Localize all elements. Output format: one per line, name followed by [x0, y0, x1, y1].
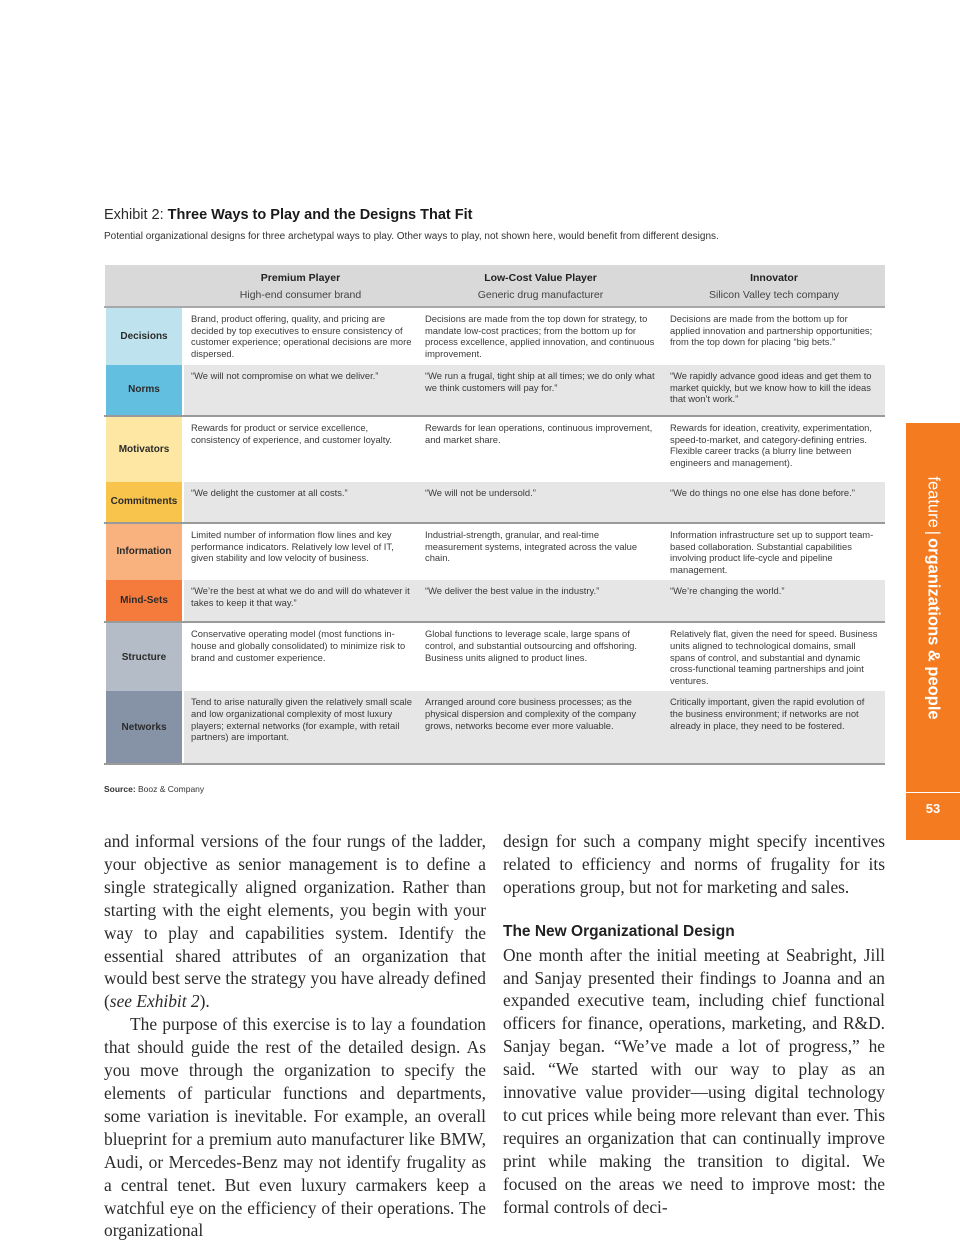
table-cell: “We’re the best at what we do and will do whatever it takes to keep it that way.” [183, 580, 418, 622]
table-cell: “We will not be undersold.” [418, 482, 663, 523]
table-cell: “We will not compromise on what we deliver.” [183, 365, 418, 416]
exhibit-header [104, 206, 884, 243]
source-label: Source: [104, 784, 136, 794]
table-row-mind-sets [105, 580, 885, 622]
column-header-low-cost: Low-Cost Value Player Generic drug manufacturer [418, 265, 663, 307]
column-header-innovator: Innovator Silicon Valley tech company [663, 265, 885, 307]
table-row-information [105, 523, 885, 580]
row-label-motivators: Motivators [105, 416, 183, 482]
section-separator: | [924, 530, 943, 536]
table-cell: Critically important, given the rapid evolution of the business environment; if networks are not already in place, they need to be fostered. [663, 691, 885, 764]
body-paragraph: One month after the initial meeting at Seabright, Jill and Sanjay presented their findings to Joanna and an expanded executive team, including chief functional officers for finance, operations, marketing, and R&D. Sanjay began. “We’ve made a lot of progress,” he said. “We started with our way to play as an innovative value provider—using digital technology to cut prices while being more relevant than ever. This requires an organization that can continually improve print while making the transition to digital. We focused on the areas we need to improve most: the formal controls of deci- [503, 944, 885, 1217]
table-cell: Decisions are made from the bottom up for applied innovation and partnership opportunities; from the top down for placing “big bets.” [670, 313, 873, 348]
body-column-left [104, 830, 486, 1242]
body-paragraph: The purpose of this exercise is to lay a foundation that should guide the rest of the detailed design. As you move through the organization to specify the elements of particular functions and departments, some variation is inevitable. For example, an overall blueprint for a premium auto manufacturer like BMW, Audi, or Mercedes-Benz may not identify frugality as a central tenet. But even luxury carmakers keep a watchful eye on the efficiency of their operations. The organizational [104, 1014, 486, 1241]
exhibit-subtitle: Potential organizational designs for three archetypal ways to play. Other ways to play, not shown here, would benefit from different designs. [104, 231, 719, 242]
table-cell: “We rapidly advance good ideas and get them to market quickly, but we know how to kill the ideas that won’t work.” [663, 365, 885, 416]
body-column-right [503, 830, 885, 1219]
row-label-structure: Structure [105, 622, 183, 691]
table-cell: Conservative operating model (most functions in-house and globally consolidated) to minimize risk to brand and customer experience. [191, 628, 406, 663]
table-row-decisions [105, 307, 885, 365]
table-cell: Arranged around core business processes; as the physical dispersion and complexity of the company grows, networks become ever more valuable. [418, 691, 663, 764]
row-label-commitments: Commitments [105, 482, 183, 523]
body-paragraph: design for such a company might specify incentives related to efficiency and norms of frugality for its operations group, but not for marketing and sales. [503, 831, 885, 897]
table-row-structure [105, 622, 885, 691]
side-tab-divider [906, 792, 960, 793]
table-cell: Decisions are made from the top down for strategy, to mandate low-cost practices; from the bottom up for process excellence, applied innovation, and continuous improvement. [425, 313, 655, 359]
table-cell: “We do things no one else has done before.” [663, 482, 885, 523]
section-topic: organizations & people [924, 538, 943, 720]
table-header-row [105, 265, 885, 307]
section-heading: The New Organizational Design [503, 922, 735, 940]
row-label-norms: Norms [105, 365, 183, 416]
exhibit-title-text: Three Ways to Play and the Designs That Fit [167, 207, 473, 223]
exhibit-title [104, 206, 884, 224]
section-tab-label [924, 476, 943, 719]
exhibit-source [104, 784, 204, 794]
row-label-information: Information [105, 523, 183, 580]
table-cell: Limited number of information flow lines and key performance indicators. Relatively low level of IT, given stability and low velocity of business. [191, 529, 394, 564]
body-paragraph: and informal versions of the four rungs of the ladder, your objective as senior management is to define a single strategically aligned organization. Rather than starting with the eight elements, you begin with your way to play and capabilities system. Identify the essential shared attributes of an organization that would best serve the strategy you have already defined (see Exhibit 2). [104, 831, 486, 1012]
table-cell: Industrial-strength, granular, and real-time measurement systems, integrated across the value chain. [425, 529, 638, 564]
column-header-premium: Premium Player High-end consumer brand [183, 265, 418, 307]
table-cell: Rewards for product or service excellence, consistency of experience, and customer loyalty. [191, 422, 392, 445]
table-cell: Tend to arise naturally given the relatively small scale and low organizational complexity of most luxury players; external networks (for example, with retail partners) are important. [183, 691, 418, 764]
source-text: Booz & Company [135, 784, 205, 794]
table-cell: “We delight the customer at all costs.” [183, 482, 418, 523]
table-cell: Rewards for lean operations, continuous improvement, and market share. [425, 422, 653, 445]
table-row-norms [105, 365, 885, 416]
row-label-decisions: Decisions [105, 307, 183, 365]
exhibit-reference: see Exhibit 2 [109, 991, 200, 1012]
row-label-networks: Networks [105, 691, 183, 764]
table-cell: “We’re changing the world.” [663, 580, 885, 622]
table-cell: “We deliver the best value in the industry.” [418, 580, 663, 622]
exhibit-table [104, 265, 885, 765]
table-cell: Brand, product offering, quality, and pricing are decided by top executives to ensure consistency of customer experience; operational decisions are more dispersed. [191, 313, 412, 359]
table-row-motivators [105, 416, 885, 482]
section-name: feature [924, 476, 943, 528]
table-cell: Relatively flat, given the need for speed. Business units aligned to technological domains, small spans of control, and substantial and dynamic cross-functional teaming partnerships and joint ventures. [670, 628, 878, 686]
table-cell: Information infrastructure set up to support team-based collaboration. Substantial capabilities involving product life-cycle and pipeline management. [670, 529, 874, 575]
table-row-networks [105, 691, 885, 764]
table-row-commitments [105, 482, 885, 523]
table-header-blank [105, 265, 183, 307]
table-cell: Global functions to leverage scale, large spans of control, and substantial outsourcing and offshoring. Business units aligned to product lines. [425, 628, 637, 663]
exhibit-label: Exhibit 2: [104, 207, 168, 223]
page-number: 53 [925, 801, 941, 816]
row-label-mind-sets: Mind-Sets [105, 580, 183, 622]
table-cell: “We run a frugal, tight ship at all times; we do only what we think customers will pay for.” [418, 365, 663, 416]
table-cell: Rewards for ideation, creativity, experimentation, speed-to-market, and category-defining entries. Flexible career tracks (a blurry line between engineers and management). [670, 422, 873, 468]
